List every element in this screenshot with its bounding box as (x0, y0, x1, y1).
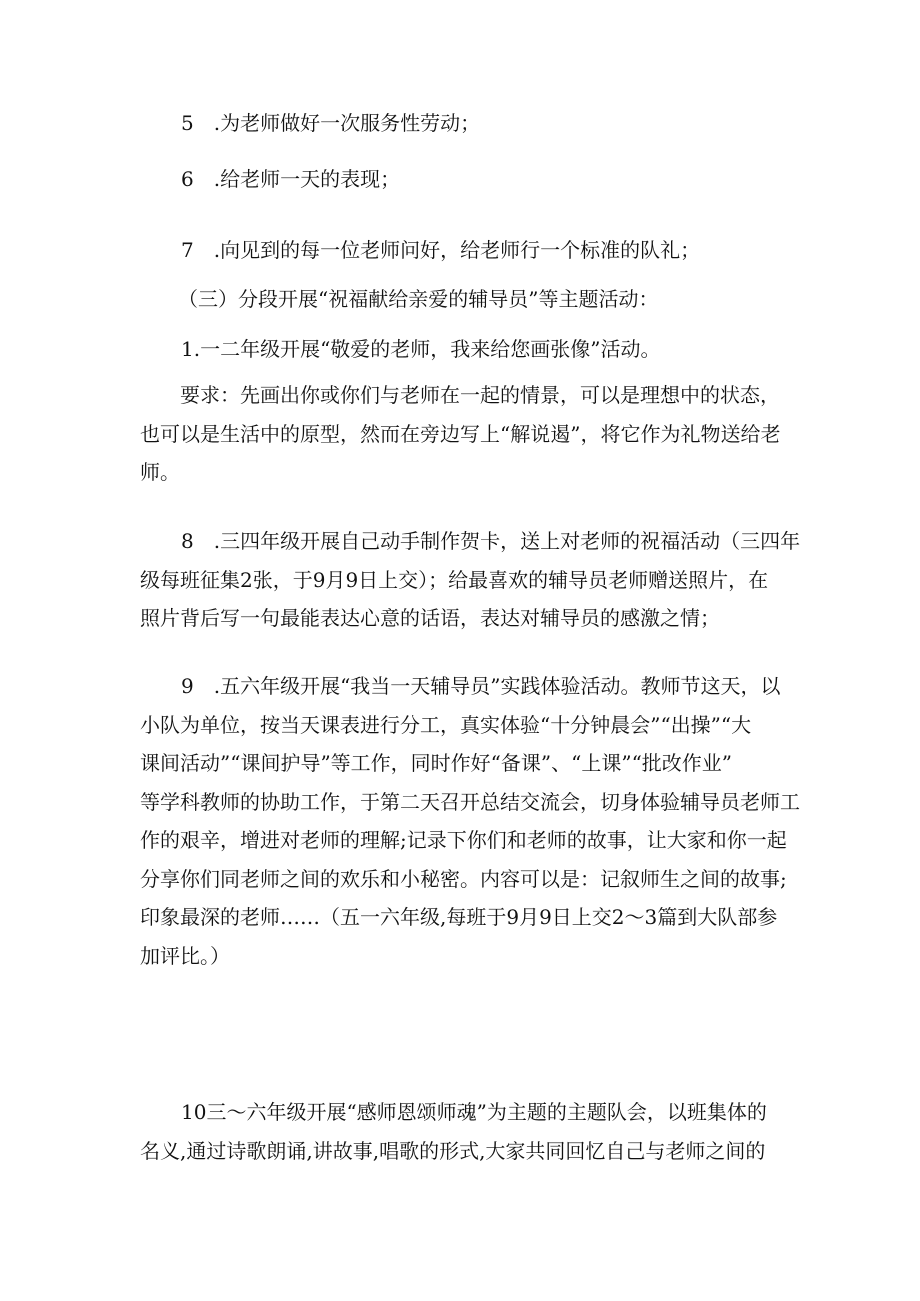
item10-line: 名义,通过诗歌朗诵,讲故事,唱歌的形式,大家共同回忆自己与老师之间的 (140, 1138, 766, 1163)
item8-line: 8 .三四年级开展自己动手制作贺卡，送上对老师的祝福活动（三四年 (181, 529, 801, 553)
list-item-9 (140, 667, 800, 975)
item9-line: 分享你们同老师之间的欢乐和小秘密。内容可以是：记叙师生之间的故事; (140, 866, 787, 891)
item10-line: 10三～六年级开展“感师恩颂师魂”为主题的主题队会，以班集体的 (181, 1100, 767, 1124)
requirement-line: 要求：先画出你或你们与老师在一起的情景，可以是理想中的状态， (180, 383, 780, 407)
item9-line: 9 .五六年级开展“我当一天辅导员”实践体验活动。教师节这天，以 (181, 674, 781, 698)
item9-line: 课间活动”“课间护导”等工作，同时作好“备课”、“上课”“批改作业” (140, 751, 733, 775)
item9-line: 作的艰辛，增进对老师的理解;记录下你们和老师的故事，让大家和你一起 (140, 828, 787, 852)
list-item-6: 6 .给老师一天的表现； (181, 167, 401, 191)
requirement-paragraph (140, 376, 800, 492)
item9-line: 印象最深的老师……（五一六年级,每班于9月9日上交2～3篇到大队部参 (140, 905, 778, 929)
list-item-5: 5 .为老师做好一次服务性劳动； (181, 111, 481, 135)
requirement-line: 也可以是生活中的原型，然而在旁边写上“解说遏”，将它作为礼物送给老 (140, 421, 781, 446)
requirement-line: 师。 (140, 460, 180, 484)
item9-line: 小队为单位，按当天课表进行分工，真实体验“十分钟晨会”“出操”“大 (140, 712, 752, 737)
section-heading-3: （三）分段开展“祝福献给亲爱的辅导员”等主题活动： (178, 287, 659, 311)
list-item-10 (140, 1093, 800, 1170)
item8-line: 级每班征集2张，于9月9日上交）；给最喜欢的辅导员老师赠送照片，在 (140, 567, 769, 592)
item9-line: 加评比。） (140, 943, 230, 968)
item8-line: 照片背后写一句最能表达心意的话语，表达对辅导员的感激之情； (140, 606, 720, 630)
list-item-8 (140, 522, 800, 638)
item9-line: 等学科教师的协助工作，于第二天召开总结交流会，切身体验辅导员老师工 (140, 789, 800, 814)
list-item-7: 7 .向见到的每一位老师问好，给老师行一个标准的队礼； (181, 238, 701, 262)
sub-item-1: 1.一二年级开展“敬爱的老师，我来给您画张像”活动。 (181, 337, 661, 361)
